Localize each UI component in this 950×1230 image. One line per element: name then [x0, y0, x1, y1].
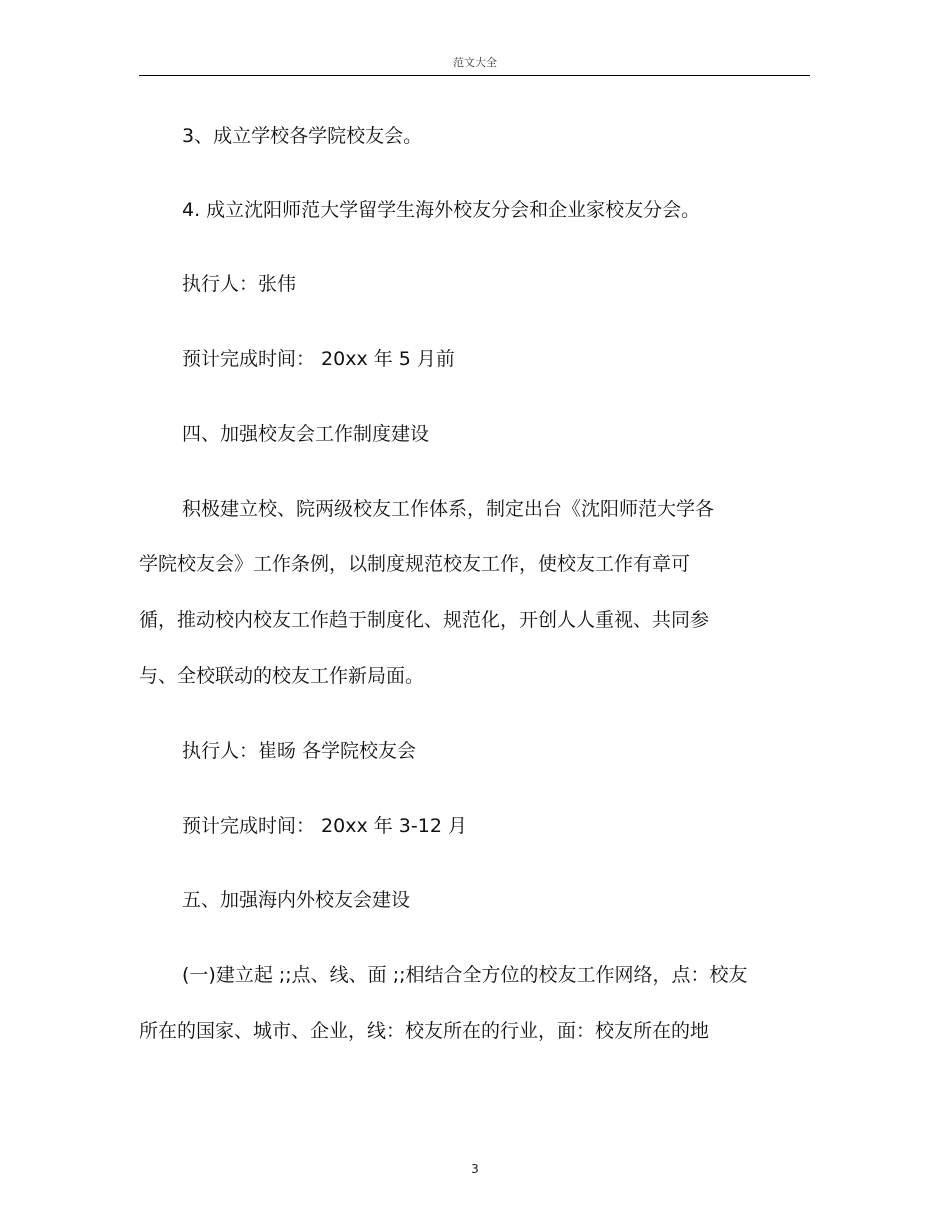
section-heading-4: 四、加强校友会工作制度建设: [182, 423, 430, 445]
text-line-executor-1: 执行人：张伟: [182, 273, 297, 295]
paragraph-line-6: 所在的国家、城市、企业，线：校友所在的行业，面：校友所在的地: [139, 1020, 710, 1042]
text-line-executor-2: 执行人：崔旸 各学院校友会: [182, 740, 417, 762]
paragraph-line-5: (一)建立起 ;;点、线、面 ;;相结合全方位的校友工作网络，点：校友: [182, 964, 748, 986]
section-heading-5: 五、加强海内外校友会建设: [182, 889, 411, 911]
paragraph-line-2: 学院校友会》工作条例，以制度规范校友工作，使校友工作有章可: [139, 553, 691, 575]
text-line-deadline-1: 预计完成时间： 20xx 年 5 月前: [182, 348, 455, 370]
header-divider: [139, 75, 810, 76]
header-title: 范文大全: [453, 56, 497, 69]
page-number: 3: [471, 1162, 479, 1176]
text-line-deadline-2: 预计完成时间： 20xx 年 3-12 月: [182, 815, 467, 837]
text-line-item-3: 3、成立学校各学院校友会。: [182, 125, 423, 147]
paragraph-line-4: 与、全校联动的校友工作新局面。: [139, 665, 425, 687]
paragraph-line-3: 循，推动校内校友工作趋于制度化、规范化，开创人人重视、共同参: [139, 609, 710, 631]
paragraph-line-1: 积极建立校、院两级校友工作体系，制定出台《沈阳师范大学各: [182, 498, 715, 520]
text-line-item-4: 4. 成立沈阳师范大学留学生海外校友分会和企业家校友分会。: [182, 199, 701, 221]
